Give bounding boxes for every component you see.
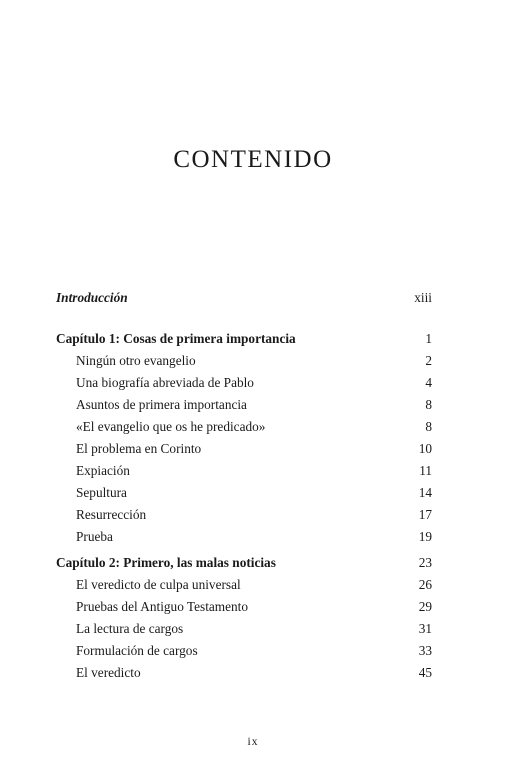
toc-entry-label: Introducción	[56, 290, 128, 305]
toc-entry-page: 11	[419, 463, 432, 478]
toc-entry-label: Pruebas del Antiguo Testamento	[76, 599, 249, 614]
toc-entry-page: 2	[425, 353, 432, 368]
toc-entry-label: El problema en Corinto	[76, 441, 202, 456]
toc-section-entry[interactable]	[56, 394, 432, 416]
toc-section-entry[interactable]	[56, 596, 432, 618]
toc-entry-label: Formulación de cargos	[76, 643, 198, 658]
toc-section-entry[interactable]	[56, 618, 432, 640]
page-number: ix	[247, 736, 259, 748]
toc-entry-page: 8	[425, 419, 432, 434]
toc-section-entry[interactable]	[56, 482, 432, 504]
toc-entry-label: El veredicto de culpa universal	[76, 577, 241, 592]
toc-entry-label: «El evangelio que os he predicado»	[76, 419, 266, 434]
toc-entry-label: Sepultura	[76, 485, 127, 500]
toc-section-entry[interactable]	[56, 460, 432, 482]
toc-section-entry[interactable]	[56, 416, 432, 438]
toc-entry-page: 8	[425, 397, 432, 412]
toc-section-entry[interactable]	[56, 438, 432, 460]
toc-section-entry[interactable]	[56, 350, 432, 372]
toc-entry-page: 1	[425, 331, 432, 346]
toc-section-entry[interactable]	[56, 372, 432, 394]
toc-chapter-heading[interactable]	[56, 328, 432, 350]
toc-entry-intro[interactable]	[56, 287, 432, 309]
toc-entry-page: 29	[418, 599, 432, 614]
toc-entry-label: Prueba	[76, 529, 113, 544]
toc-chapter-2	[56, 552, 432, 684]
toc-entry-label: La lectura de cargos	[76, 621, 184, 636]
toc-chapter-1	[56, 328, 432, 548]
toc-entry-page: 19	[418, 529, 432, 544]
toc-entry-label: Resurrección	[76, 507, 147, 522]
toc-entry-page: 33	[418, 643, 432, 658]
toc-entry-page: 4	[425, 375, 432, 390]
toc-entry-label: El veredicto	[76, 665, 141, 680]
toc-entry-label: Expiación	[76, 463, 130, 478]
toc-entry-page: 14	[418, 485, 432, 500]
toc-entry-page: 31	[418, 621, 432, 636]
page-title: CONTENIDO	[173, 146, 333, 173]
toc-section-entry[interactable]	[56, 504, 432, 526]
toc-section-entry[interactable]	[56, 662, 432, 684]
toc-chapter-heading[interactable]	[56, 552, 432, 574]
toc-entry-label: Una biografía abreviada de Pablo	[76, 375, 254, 390]
toc-entry-page: 17	[418, 507, 432, 522]
toc-entry-label: Capítulo 2: Primero, las malas noticias	[56, 555, 276, 570]
toc-intro	[56, 287, 432, 309]
toc-entry-page: 10	[418, 441, 432, 456]
toc-entry-label: Capítulo 1: Cosas de primera importancia	[56, 331, 296, 346]
toc-entry-label: Ningún otro evangelio	[76, 353, 196, 368]
toc-section-entry[interactable]	[56, 526, 432, 548]
toc-entry-page: 45	[418, 665, 432, 680]
toc-section-entry[interactable]	[56, 640, 432, 662]
toc-entry-page: 23	[418, 555, 432, 570]
toc-entry-label: Asuntos de primera importancia	[76, 397, 247, 412]
toc-entry-page: 26	[418, 577, 432, 592]
toc-section-entry[interactable]	[56, 574, 432, 596]
toc-entry-page: xiii	[414, 290, 432, 305]
